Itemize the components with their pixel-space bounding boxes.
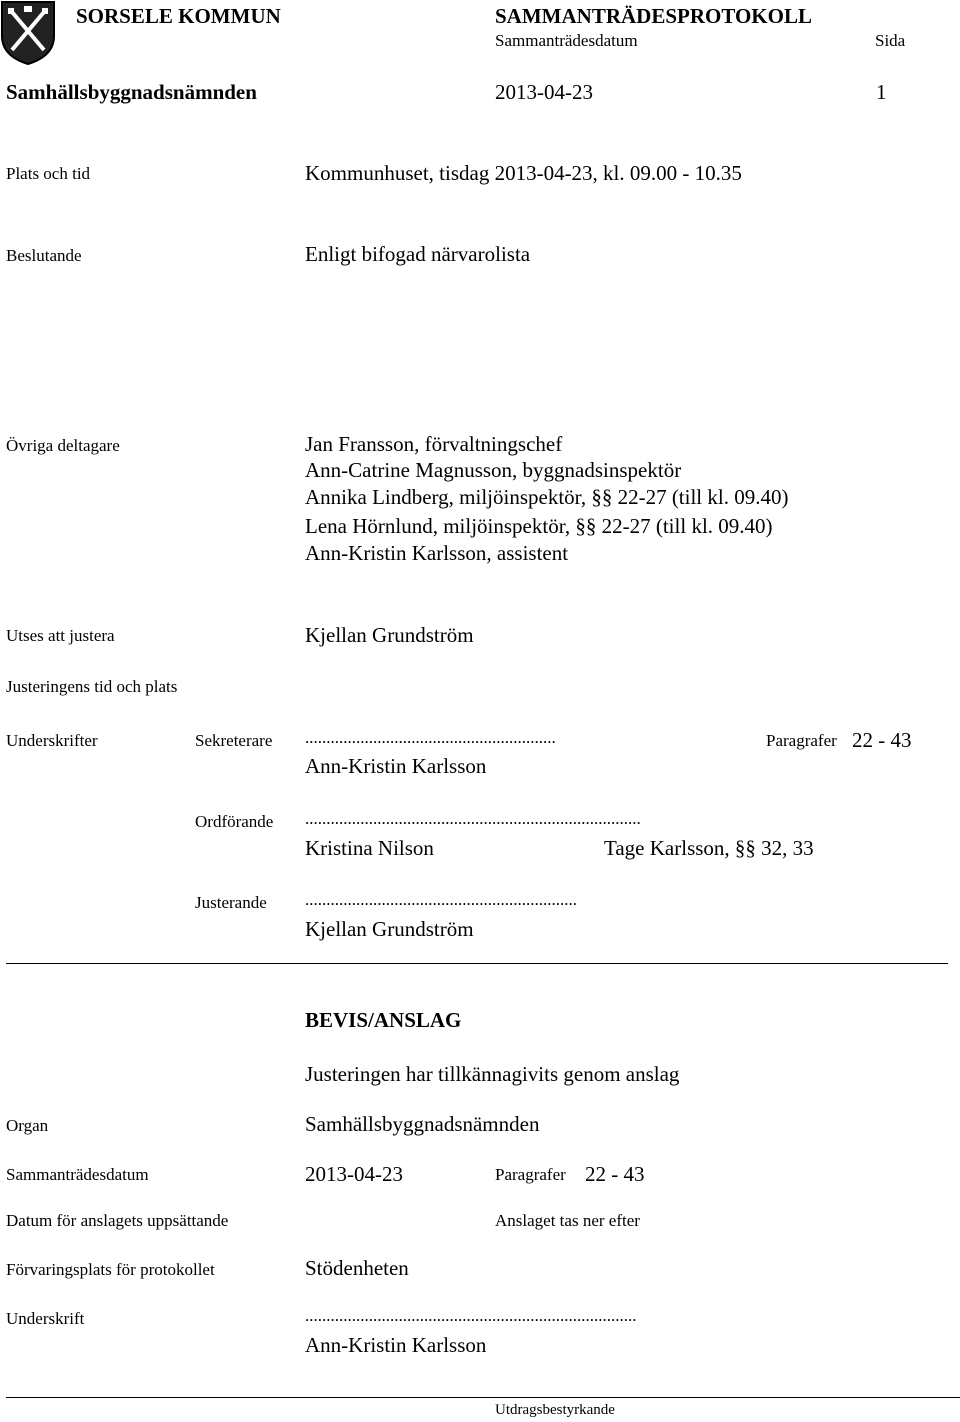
paragraphs-label: Paragrafer [766, 731, 837, 750]
participant-item: Jan Fransson, förvaltningschef [305, 432, 563, 456]
paragraphs-value: 22 - 43 [852, 728, 912, 752]
footer-divider [6, 1397, 960, 1398]
participant-item: Ann-Catrine Magnusson, byggnadsinspektör [305, 458, 682, 482]
notice-statement: Justeringen har tillkännagivits genom anslag [305, 1062, 680, 1086]
adjuster-label: Utses att justera [6, 626, 115, 645]
justifier-label: Justerande [195, 893, 267, 912]
other-participants-label: Övriga deltagare [6, 436, 120, 455]
participant-item: Annika Lindberg, miljöinspektör, §§ 22-27 (till kl. 09.40) [305, 485, 789, 509]
header-meeting-date: 2013-04-23 [495, 80, 593, 104]
adjust-time-place-label: Justeringens tid och plats [6, 677, 178, 696]
notice-paragraphs-label: Paragrafer [495, 1165, 566, 1184]
municipality-name: SORSELE KOMMUN [76, 4, 281, 28]
certification-label: Utdragsbestyrkande [495, 1402, 615, 1418]
secretary-label: Sekreterare [195, 731, 273, 750]
participant-item: Lena Hörnlund, miljöinspektör, §§ 22-27 (till kl. 09.40) [305, 514, 773, 538]
place-time-value: Kommunhuset, tisdag 2013-04-23, kl. 09.00 - 10.35 [305, 161, 742, 185]
justifier-signature-line: ................................................................ [305, 890, 577, 909]
notice-date-label: Sammanträdesdatum [6, 1165, 149, 1184]
notice-date-value: 2013-04-23 [305, 1162, 403, 1186]
adjuster-name: Kjellan Grundström [305, 623, 474, 647]
section-divider [6, 963, 948, 964]
organ-value: Samhällsbyggnadsnämnden [305, 1112, 540, 1136]
document-title: SAMMANTRÄDESPROTOKOLL [495, 4, 812, 28]
page-label: Sida [875, 31, 906, 50]
page-number: 1 [876, 80, 887, 104]
storage-value: Stödenheten [305, 1256, 409, 1280]
storage-label: Förvaringsplats för protokollet [6, 1260, 215, 1279]
secretary-signature-line: ........................................................... [305, 728, 556, 747]
organ-label: Organ [6, 1116, 49, 1135]
secretary-name: Ann-Kristin Karlsson [305, 754, 487, 778]
chair-signature-line: ............................................................................... [305, 809, 641, 828]
chair-name-2: Tage Karlsson, §§ 32, 33 [604, 836, 814, 860]
notice-signature-line: .............................................................................. [305, 1306, 637, 1325]
justifier-name: Kjellan Grundström [305, 917, 474, 941]
meeting-date-header-label: Sammanträdesdatum [495, 31, 638, 50]
removal-date-label: Anslaget tas ner efter [495, 1211, 640, 1230]
committee-name: Samhällsbyggnadsnämnden [6, 80, 257, 104]
chair-name: Kristina Nilson [305, 836, 434, 860]
decision-makers-label: Beslutande [6, 246, 82, 265]
decision-makers-value: Enligt bifogad närvarolista [305, 242, 531, 266]
notice-paragraphs-value: 22 - 43 [585, 1162, 645, 1186]
posting-date-label: Datum för anslagets uppsättande [6, 1211, 229, 1230]
notice-signature-name: Ann-Kristin Karlsson [305, 1333, 487, 1357]
signatures-label: Underskrifter [6, 731, 98, 750]
notice-title: BEVIS/ANSLAG [305, 1008, 462, 1032]
participant-item: Ann-Kristin Karlsson, assistent [305, 541, 569, 565]
chair-label: Ordförande [195, 812, 274, 831]
place-time-label: Plats och tid [6, 164, 91, 183]
signature-label: Underskrift [6, 1309, 85, 1328]
municipality-coat-of-arms-logo [0, 0, 56, 66]
